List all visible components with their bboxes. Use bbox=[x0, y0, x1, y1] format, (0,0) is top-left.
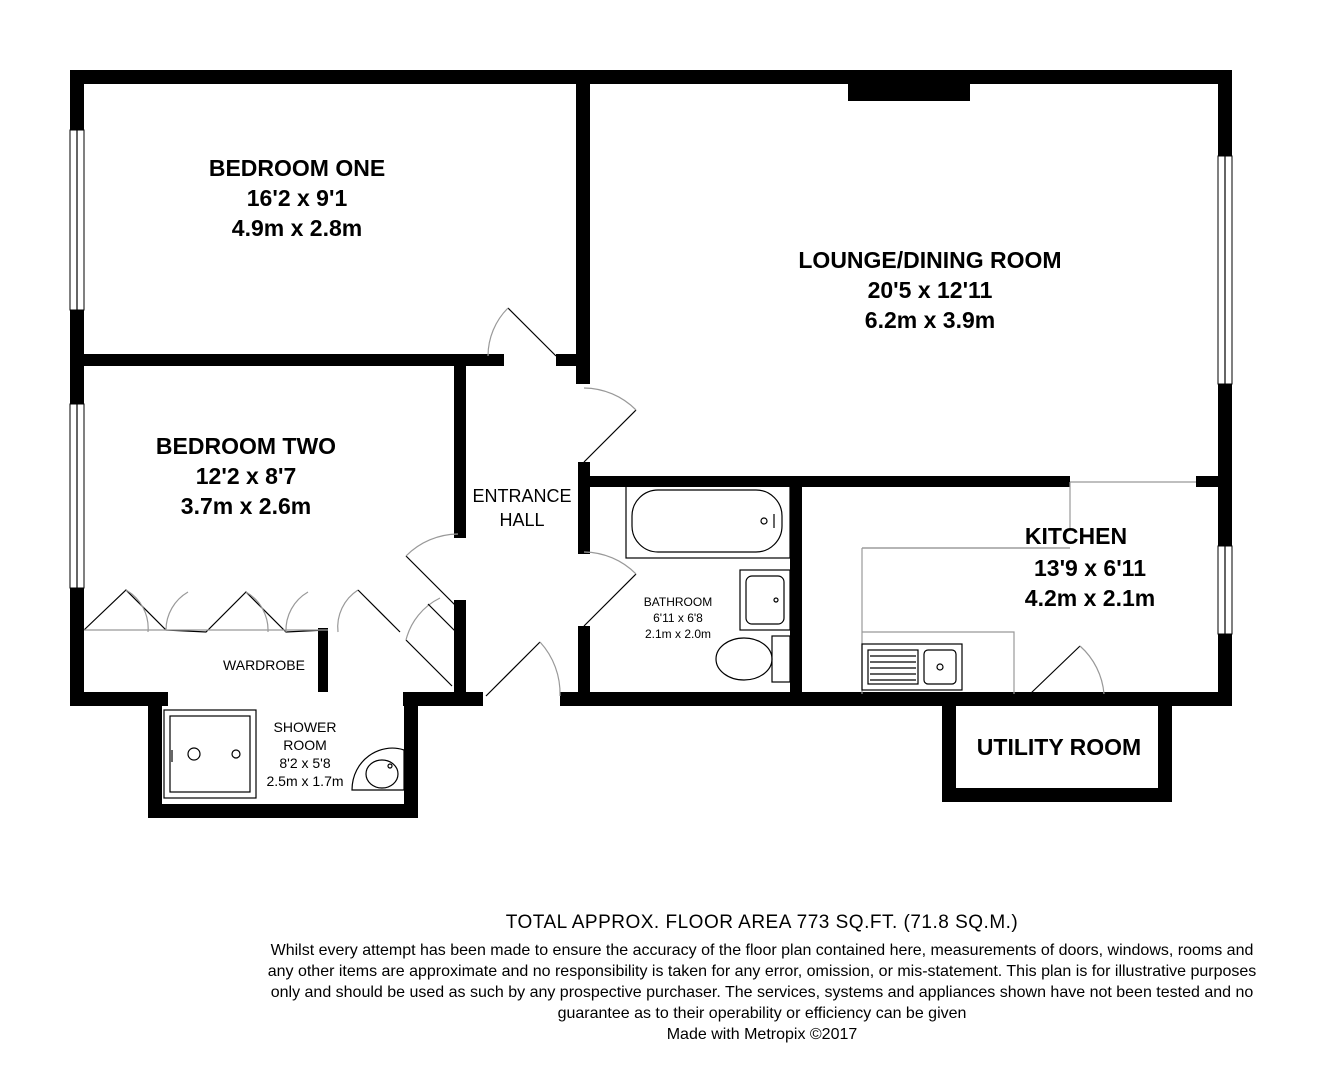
wall-hall-right-lower bbox=[578, 626, 590, 692]
bathroom-metric: 2.1m x 2.0m bbox=[644, 627, 712, 641]
entrance-hall-line1: ENTRANCE bbox=[472, 486, 572, 506]
kitchen-sink bbox=[862, 644, 962, 690]
door-utility-room bbox=[1030, 646, 1104, 694]
bedroom-two-metric: 3.7m x 2.6m bbox=[180, 493, 312, 519]
door-shower-room bbox=[406, 598, 458, 686]
door-entrance bbox=[486, 642, 560, 696]
wardrobe-label: WARDROBE bbox=[223, 657, 305, 673]
bath bbox=[626, 484, 790, 558]
wall-utility-left bbox=[942, 692, 956, 802]
lounge-metric: 6.2m x 3.9m bbox=[864, 307, 996, 333]
credit: Made with Metropix ©2017 bbox=[666, 1026, 858, 1043]
bedroom-one-name: BEDROOM ONE bbox=[208, 155, 386, 181]
bedroom-two-name: BEDROOM TWO bbox=[155, 433, 337, 459]
door-lounge bbox=[584, 388, 636, 462]
wall-shower-right bbox=[404, 692, 418, 818]
entrance-hall-line2: HALL bbox=[499, 510, 545, 530]
kitchen-metric: 4.2m x 2.1m bbox=[1024, 585, 1156, 611]
wall-shower-left bbox=[148, 692, 162, 818]
disclaimer: Whilst every attempt has been made to ensure the accuracy of the floor plan contained here, measurements of doors, windows, rooms and any other items are approximate and no responsibility is taken for any error, omission, or mis-statement. This plan is for illustrative purposes only and should be used as such by any prospective purchaser. The services, systems and appliances shown have not been tested and no guarantee as to their operability or efficiency can be given bbox=[267, 942, 1257, 1022]
wall-utility-bottom bbox=[942, 788, 1172, 802]
utility-room-name: UTILITY ROOM bbox=[976, 734, 1142, 760]
total-floor-area: TOTAL APPROX. FLOOR AREA 773 SQ.FT. (71.8 SQ.M.) bbox=[505, 912, 1019, 933]
shower-room-basin bbox=[352, 748, 404, 790]
outer-wall-bottom-right bbox=[560, 692, 1232, 706]
wall-hall-left bbox=[454, 366, 466, 538]
wall-lounge-bottom bbox=[590, 476, 1070, 487]
wall-bed1-lounge bbox=[576, 84, 590, 356]
wall-utility-right bbox=[1158, 692, 1172, 802]
wall-bed1-bottom-right bbox=[556, 354, 590, 366]
kitchen-imperial: 13'9 x 6'11 bbox=[1034, 555, 1146, 581]
bedroom-one-imperial: 16'2 x 9'1 bbox=[246, 185, 348, 211]
bedroom-two-imperial: 12'2 x 8'7 bbox=[195, 463, 297, 489]
bathroom-name: BATHROOM bbox=[643, 595, 713, 609]
footer bbox=[260, 912, 1264, 1045]
wall-bed1-bottom bbox=[84, 354, 504, 366]
wall-hall-right bbox=[578, 462, 590, 554]
chimney-breast bbox=[848, 84, 970, 101]
bedroom-one-metric: 4.9m x 2.8m bbox=[231, 215, 363, 241]
wardrobe-doors bbox=[84, 590, 400, 632]
basin bbox=[740, 570, 790, 630]
shower-room-imperial: 8'2 x 5'8 bbox=[279, 755, 331, 771]
toilet bbox=[716, 636, 790, 682]
shower-room-metric: 2.5m x 1.7m bbox=[266, 773, 344, 789]
wall-lounge-bottom-right bbox=[1196, 476, 1218, 487]
door-bedroom-two bbox=[406, 534, 458, 608]
wall-bath-kitchen bbox=[790, 487, 802, 692]
wall-shower-bottom bbox=[148, 804, 418, 818]
wall-wardrobe-right bbox=[318, 628, 328, 692]
shower-room-line2: ROOM bbox=[283, 737, 327, 753]
lounge-name: LOUNGE/DINING ROOM bbox=[798, 247, 1062, 273]
bathroom-imperial: 6'11 x 6'8 bbox=[653, 611, 703, 625]
shower-room-line1: SHOWER bbox=[273, 719, 337, 735]
outer-wall-top bbox=[70, 70, 1232, 84]
door-bedroom-one bbox=[488, 308, 556, 356]
wall-hall-left-lower bbox=[454, 600, 466, 692]
door-bathroom bbox=[584, 552, 636, 626]
shower-tray bbox=[164, 710, 256, 798]
kitchen-name: KITCHEN bbox=[1024, 523, 1128, 549]
lounge-imperial: 20'5 x 12'11 bbox=[867, 277, 993, 303]
